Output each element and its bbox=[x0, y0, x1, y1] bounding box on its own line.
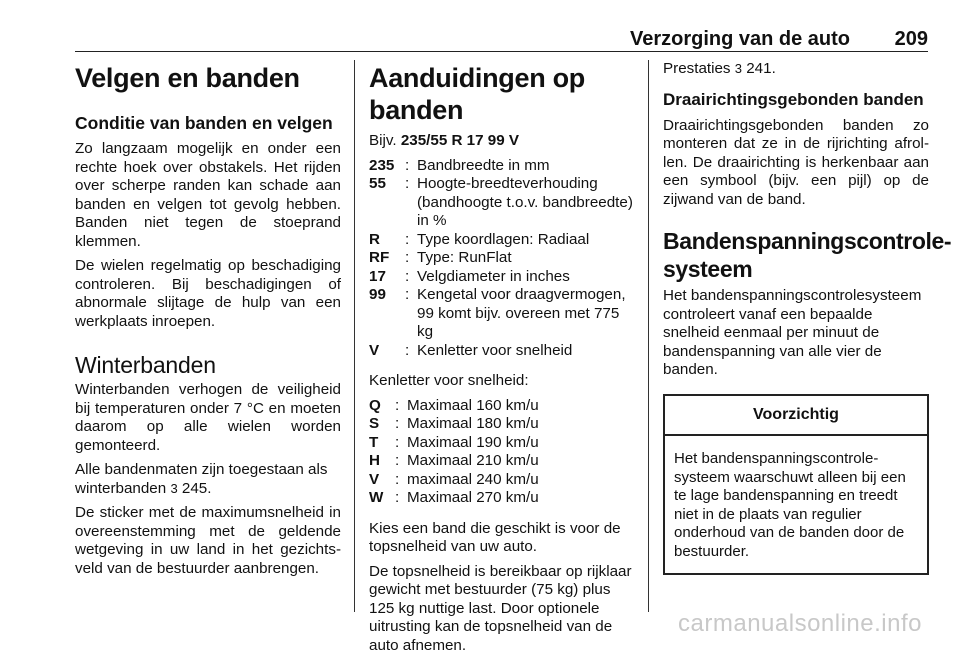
section-title: Verzorging van de auto bbox=[629, 28, 850, 50]
list-item: 99 : Kengetal voor draagvermogen, 99 komt bijv. overeen met 775 kg bbox=[369, 286, 626, 340]
speed-code-list bbox=[369, 397, 635, 508]
caution-body: Het bandenspanningscontrolesysteem waarschuwt alleen bij een te lage bandenspanning en treedt niet in de plaats van regulier onderhoud van de banden door de bestuurder. bbox=[674, 450, 906, 560]
paragraph-bandenmaten bbox=[75, 461, 341, 498]
page-ref-arrow-icon: 3 bbox=[170, 480, 178, 496]
page-header bbox=[75, 26, 928, 52]
prestaties-label: Prestaties bbox=[663, 60, 731, 77]
heading-conditie: Conditie van banden en velgen bbox=[75, 113, 333, 133]
paragraph-obstakels: Zo langzaam mogelijk en onder een rechte hoek over obstakels. Het rijden over scherpe randen kan schade aan banden en velgen tot gevolg hebben. Banden niet tegen de stoeprand klemmen. bbox=[75, 140, 341, 250]
paragraph-winterbanden-veiligheid: Winterbanden verhogen de veiligheid bij temperaturen onder 7 °C en moeten daarom op alle wielen worden gemonteerd. bbox=[75, 381, 341, 454]
list-item: 17 : Velgdiameter in inches bbox=[369, 267, 570, 285]
heading-aanduidingen: Aanduidingen op banden bbox=[369, 63, 585, 125]
list-item: W : Maximaal 270 km/u bbox=[369, 489, 539, 506]
example-label: Bijv. bbox=[369, 132, 397, 149]
prestaties-ref bbox=[663, 60, 929, 79]
column-divider-2 bbox=[648, 60, 649, 612]
list-item: V : Kenletter voor snelheid bbox=[369, 341, 573, 359]
page-ref-link[interactable]: 245. bbox=[181, 479, 212, 497]
list-item: H : Maximaal 210 km/u bbox=[369, 452, 539, 469]
list-item: R : Type koordlagen: Radiaal bbox=[369, 230, 590, 248]
example-value: 235/55 R 17 99 V bbox=[400, 132, 520, 149]
tire-example bbox=[369, 132, 635, 151]
heading-velgen-en-banden: Velgen en banden bbox=[75, 63, 300, 93]
speed-intro: Kenletter voor snelheid: bbox=[369, 372, 529, 389]
tire-code-list bbox=[369, 157, 635, 361]
paragraph-sticker: De sticker met de maximumsnelheid in overeenstemming met de geldende wetgeving in uw land in het gezichtsveld van de bestuurder aanbrengen. bbox=[75, 504, 341, 577]
column-1 bbox=[75, 60, 341, 584]
list-item: T : Maximaal 190 km/u bbox=[369, 433, 539, 451]
paragraph-draairichting: Draairichtingsgebonden banden zo monteren dat ze in de rijrichting afrollen. De draairichting is herkenbaar aan een symbool (bijv. een pijl) op de zijwand van de band. bbox=[663, 116, 929, 208]
paragraph-topsnelheid-band: Kies een band die geschikt is voor de topsnelheid van uw auto. bbox=[369, 519, 621, 555]
column-3 bbox=[663, 60, 952, 575]
list-item: 235 : Bandbreedte in mm bbox=[369, 156, 550, 174]
column-divider-1 bbox=[354, 60, 355, 612]
list-item: S : Maximaal 180 km/u bbox=[369, 415, 539, 432]
bandenmaten-text: Alle bandenmaten zijn toegestaan als winterbanden bbox=[75, 461, 328, 497]
page-number: 209 bbox=[894, 28, 928, 50]
list-item: Q : Maximaal 160 km/u bbox=[369, 396, 539, 414]
list-item: V : maximaal 240 km/u bbox=[369, 470, 539, 488]
paragraph-beschadiging: De wielen regelmatig op beschadiging controleren. Bij beschadigingen of abnormale slijtage de hulp van een werkplaats inroepen. bbox=[75, 257, 341, 330]
watermark: carmanualsonline.info bbox=[678, 610, 922, 637]
column-2 bbox=[369, 60, 635, 661]
heading-winterbanden: Winterbanden bbox=[75, 352, 216, 378]
list-item: 55 : Hoogte-breedteverhouding (bandhoogte t.o.v. bandbreedte) in % bbox=[369, 175, 633, 229]
list-item: RF : Type: RunFlat bbox=[369, 249, 512, 266]
heading-bandenspanningscontrolesysteem: Bandenspanningscontrole- systeem bbox=[663, 228, 952, 282]
caution-title: Voorzichtig bbox=[665, 396, 927, 437]
paragraph-topsnelheid-gewicht: De topsnelheid is bereikbaar op rijklaar gewicht met bestuurder (75 kg) plus 125 kg nuttige last. Door optionele uitrusting kan de topsnelheid van de auto afnemen. bbox=[369, 562, 632, 654]
caution-box bbox=[663, 394, 929, 576]
page-ref-link[interactable]: 241. bbox=[746, 60, 776, 77]
heading-draairichting: Draairichtingsgebonden banden bbox=[663, 89, 924, 109]
paragraph-bandenspanning: Het bandenspanningscontrolesysteem controleert vanaf een bepaalde snelheid eenmaal per minuut de bandenspanning van alle vier de banden. bbox=[663, 287, 922, 378]
page-ref-arrow-icon: 3 bbox=[734, 61, 742, 76]
